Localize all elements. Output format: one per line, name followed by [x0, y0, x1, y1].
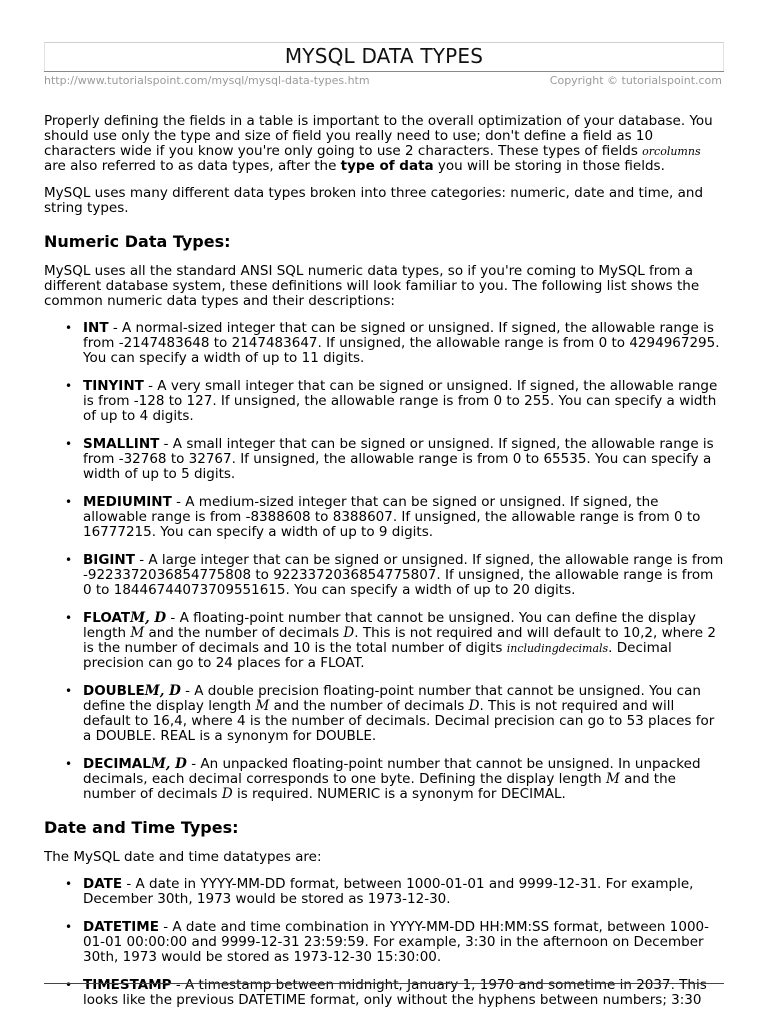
intro-text: Properly defining the fields in a table is important to the overall optimization of your database. You should use only the type and size of field you really need to use; don't define a field as 10 characters wide if you know you're only going to use 2 characters. These types of fields [44, 113, 713, 159]
source-url[interactable]: http://www.tutorialspoint.com/mysql/mysql-data-types.htm [44, 74, 370, 87]
type-description: - A very small integer that can be signed or unsigned. If signed, the allowable range is from -128 to 127. If unsigned, the allowable range is from 0 to 255. You can specify a width of up to 4 digits. [83, 378, 718, 424]
document-page [44, 42, 724, 1021]
type-name: DATE [83, 876, 123, 892]
math-d: D [221, 786, 233, 802]
type-name: FLOAT [83, 610, 131, 626]
math-m: M [255, 698, 270, 714]
source-bar [44, 71, 724, 90]
list-item [83, 611, 724, 671]
list-item [83, 379, 724, 424]
type-name: MEDIUMINT [83, 494, 172, 510]
type-name: DECIMAL [83, 756, 151, 772]
type-description: - A floating-point number that cannot be unsigned. You can define the display length [83, 610, 696, 641]
math-d: D [468, 698, 480, 714]
type-params: M, D [130, 610, 167, 626]
type-description: - A large integer that can be signed or unsigned. If signed, the allowable range is from -9223372036854775808 to 9223372036854775807. If unsigned, the allowable range is from 0 to 18446744073709551615. You can specify a width of up to 20 digits. [83, 552, 724, 598]
list-item [83, 495, 724, 540]
list-item [83, 920, 724, 965]
article-content [44, 114, 724, 1008]
type-name: SMALLINT [83, 436, 160, 452]
type-name: TINYINT [83, 378, 144, 394]
page-bottom-rule [44, 983, 724, 984]
type-description: - A timestamp between midnight, January 1, 1970 and sometime in 2037. This looks like the previous DATETIME format, only without the hyphens between numbers; 3:30 [83, 977, 707, 1008]
intro-text-3: you will be storing in those fields. [433, 158, 665, 174]
type-name: DATETIME [83, 919, 159, 935]
type-name: INT [83, 320, 109, 336]
type-name: TIMESTAMP [83, 977, 172, 993]
list-item [83, 757, 724, 802]
datetime-list [44, 877, 724, 1008]
type-description: . This is not required and will default to 16,4, where 4 is the number of decimals. Decimal precision can go to 53 places for a DOUBLE. REAL is a synonym for DOUBLE. [83, 698, 715, 744]
math-m: M [606, 771, 620, 787]
type-description: and the number of decimals [144, 625, 344, 641]
title-box [44, 42, 724, 71]
intro-math: orcolumns [642, 145, 701, 158]
type-description: - An unpacked floating-point number that cannot be unsigned. In unpacked decimals, each decimal corresponds to one byte. Defining the display length [83, 756, 701, 787]
type-description: and the number of decimals [269, 698, 469, 714]
math-m: M [130, 625, 145, 641]
copyright-notice: Copyright © tutorialspoint.com [549, 74, 722, 87]
type-name: DOUBLE [83, 683, 145, 699]
type-description: and the number of decimals [83, 771, 676, 802]
type-description: - A double precision floating-point number that cannot be unsigned. You can define the display length [83, 683, 701, 714]
type-description: . Decimal precision can go to 24 places for a FLOAT. [83, 640, 672, 671]
list-item [83, 877, 724, 907]
list-item [83, 437, 724, 482]
intro-bold: type of data [340, 158, 434, 174]
math-note: includingdecimals [506, 642, 609, 655]
type-description: - A normal-sized integer that can be signed or unsigned. If signed, the allowable range is from -2147483648 to 2147483647. If unsigned, the allowable range is from 0 to 4294967295. You can specify a width of up to 11 digits. [83, 320, 720, 366]
math-d: D [343, 625, 355, 641]
numeric-list [44, 321, 724, 802]
intro-paragraph-2: MySQL uses many different data types broken into three categories: numeric, date and time, and string types. [44, 185, 704, 216]
type-description: - A small integer that can be signed or unsigned. If signed, the allowable range is from -32768 to 32767. If unsigned, the allowable range is from 0 to 65535. You can specify a width of up to 5 digits. [83, 436, 714, 482]
type-params: M, D [144, 683, 181, 699]
numeric-heading: Numeric Data Types: [44, 232, 231, 251]
datetime-heading: Date and Time Types: [44, 818, 239, 837]
list-item [83, 684, 724, 744]
type-description: - A medium-sized integer that can be signed or unsigned. If signed, the allowable range is from -8388608 to 8388607. If unsigned, the allowable range is from 0 to 16777215. You can specify a width of up to 9 digits. [83, 494, 701, 540]
type-description: - A date in YYYY-MM-DD format, between 1000-01-01 and 9999-12-31. For example, December 30th, 1973 would be stored as 1973-12-30. [83, 876, 694, 907]
numeric-intro: MySQL uses all the standard ANSI SQL numeric data types, so if you're coming to MySQL from a different database system, these definitions will look familiar to you. The following list shows the common numeric data types and their descriptions: [44, 263, 700, 309]
type-params: M, D [150, 756, 187, 772]
list-item [83, 321, 724, 366]
datetime-intro: The MySQL date and time datatypes are: [44, 849, 322, 865]
type-name: BIGINT [83, 552, 135, 568]
list-item [83, 553, 724, 598]
type-description: . This is not required and will default to 10,2, where 2 is the number of decimals and 10 is the total number of digits [83, 625, 716, 656]
type-description: - A date and time combination in YYYY-MM-DD HH:MM:SS format, between 1000-01-01 00:00:00 and 9999-12-31 23:59:59. For example, 3:30 in the afternoon on December 30th, 1973 would be stored as 1973-12-30 15:30:00. [83, 919, 710, 965]
page-title: MYSQL DATA TYPES [284, 44, 484, 68]
type-description: is required. NUMERIC is a synonym for DECIMAL. [232, 786, 566, 802]
intro-paragraph-1 [44, 114, 724, 174]
intro-text-2: are also referred to as data types, after the [44, 158, 341, 174]
